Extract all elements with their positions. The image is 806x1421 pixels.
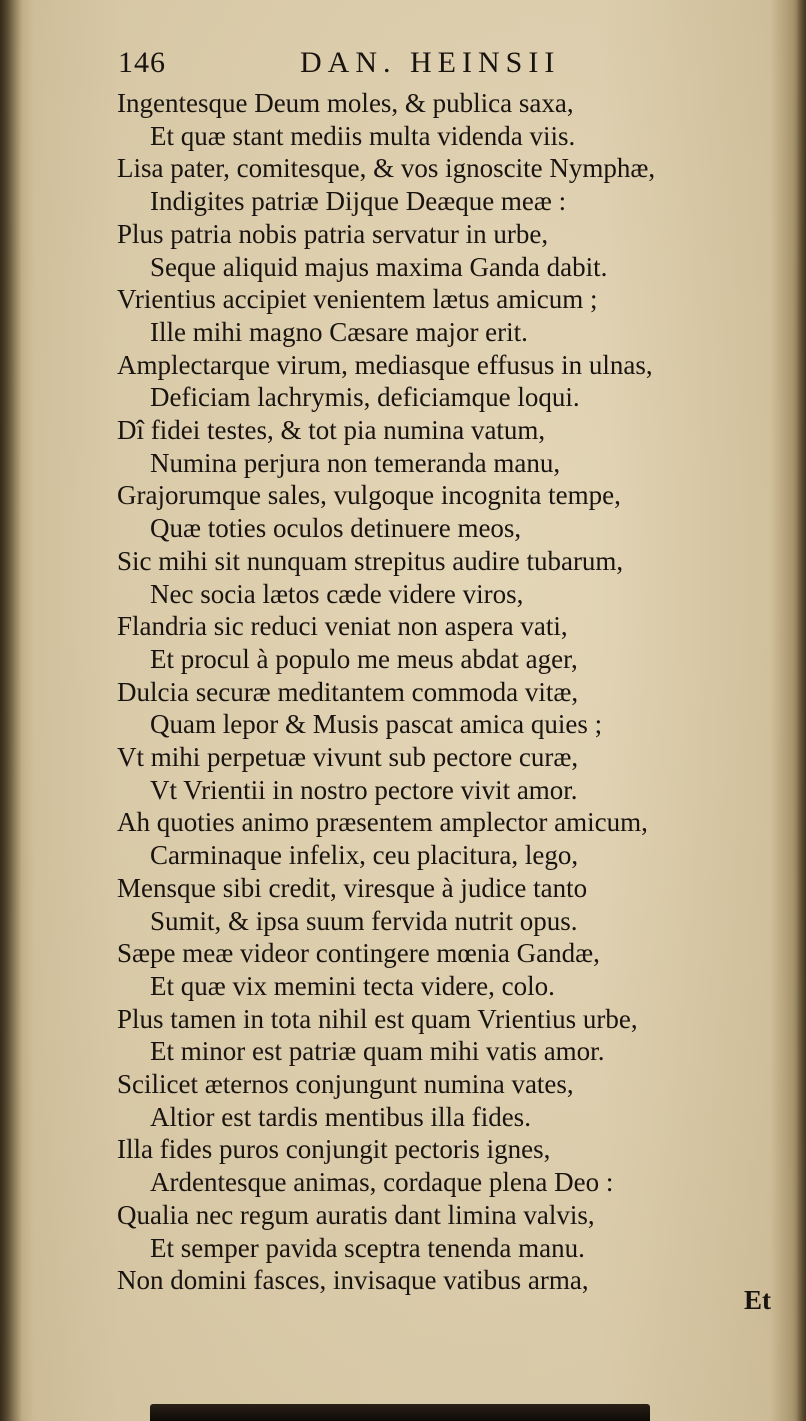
verse-line-pentameter: Et semper pavida sceptra tenenda manu. (150, 1232, 585, 1263)
page-number: 146 (118, 46, 166, 79)
verse-line-pentameter: Seque aliquid majus maxima Ganda dabit. (150, 251, 608, 282)
verse-line-hexameter: Mensque sibi credit, viresque à judice tanto (117, 872, 588, 903)
running-head (118, 46, 588, 86)
gutter-shadow (0, 0, 22, 1421)
verse-line-pentameter: Et quæ stant mediis multa videnda viis. (150, 120, 576, 151)
verse-line-hexameter: Flandria sic reduci veniat non aspera vati, (117, 611, 568, 642)
verse-line-pentameter: Et minor est patriæ quam mihi vatis amor. (150, 1036, 605, 1067)
verse-line-hexameter: Scilicet æternos conjungunt numina vates, (117, 1069, 574, 1099)
verse-line-hexameter: Sæpe meæ videor contingere mœnia Gandæ, (117, 938, 600, 969)
author-name: DAN. HEINSII (300, 46, 561, 79)
verse-line-hexameter: Non domini fasces, invisaque vatibus arma, (117, 1265, 589, 1296)
verse-line-hexameter: Lisa pater, comitesque, & vos ignoscite Nymphæ, (117, 153, 656, 184)
verse-line-pentameter: Quæ toties oculos detinuere meos, (150, 513, 522, 544)
verse-line-pentameter: Nec socia lætos cæde videre viros, (150, 578, 524, 609)
verse-line-pentameter: Et quæ vix memini tecta videre, colo. (150, 970, 555, 1001)
verse-line-pentameter: Numina perjura non temeranda manu, (150, 447, 561, 478)
verse-line-pentameter: Vt Vrientii in nostro pectore vivit amor. (150, 774, 578, 805)
verse-line-hexameter: Qualia nec regum auratis dant limina valvis, (117, 1199, 595, 1230)
verse-line-hexameter: Dulcia securæ meditantem commoda vitæ, (117, 676, 579, 707)
verse-line-hexameter: Vt mihi perpetuæ vivunt sub pectore curæ, (117, 742, 579, 772)
verse-line-pentameter: Carminaque infelix, ceu placitura, lego, (150, 840, 579, 871)
verse-line-hexameter: Amplectarque virum, mediasque effusus in ulnas, (117, 349, 653, 380)
verse-line-hexameter: Dî fidei testes, & tot pia numina vatum, (117, 415, 546, 445)
verse-line-pentameter: Quam lepor & Musis pascat amica quies ; (150, 709, 603, 740)
verse-line-pentameter: Et procul à populo me meus abdat ager, (150, 643, 578, 674)
page-bottom-shadow (150, 1404, 650, 1421)
verse-line-pentameter: Indigites patriæ Dijque Deæque meæ : (150, 186, 567, 217)
verse-line-pentameter: Deficiam lachrymis, deficiamque loqui. (150, 382, 580, 413)
verse-line-hexameter: Sic mihi sit nunquam strepitus audire tubarum, (117, 545, 624, 576)
catchword: Et (744, 1285, 771, 1315)
verse-line-hexameter: Grajorumque sales, vulgoque incognita tempe, (117, 480, 621, 511)
verse-line-hexameter: Vrientius accipiet venientem lætus amicum ; (117, 284, 598, 315)
verse-line-hexameter: Ingentesque Deum moles, & publica saxa, (117, 88, 574, 118)
verse-line-hexameter: Illa fides puros conjungit pectoris ignes, (117, 1134, 551, 1165)
verse-line-pentameter: Altior est tardis mentibus illa fides. (150, 1101, 531, 1132)
verse-line-hexameter: Plus tamen in tota nihil est quam Vrientius urbe, (117, 1003, 638, 1034)
verse-line-pentameter: Ardentesque animas, cordaque plena Deo : (150, 1167, 614, 1198)
page-edge (796, 0, 806, 1421)
verse-line-pentameter: Sumit, & ipsa suum fervida nutrit opus. (150, 905, 578, 936)
verse-line-pentameter: Ille mihi magno Cæsare major erit. (150, 316, 528, 347)
verse-line-hexameter: Plus patria nobis patria servatur in urbe, (117, 218, 549, 249)
verse-line-hexameter: Ah quoties animo præsentem amplector amicum, (117, 807, 648, 838)
